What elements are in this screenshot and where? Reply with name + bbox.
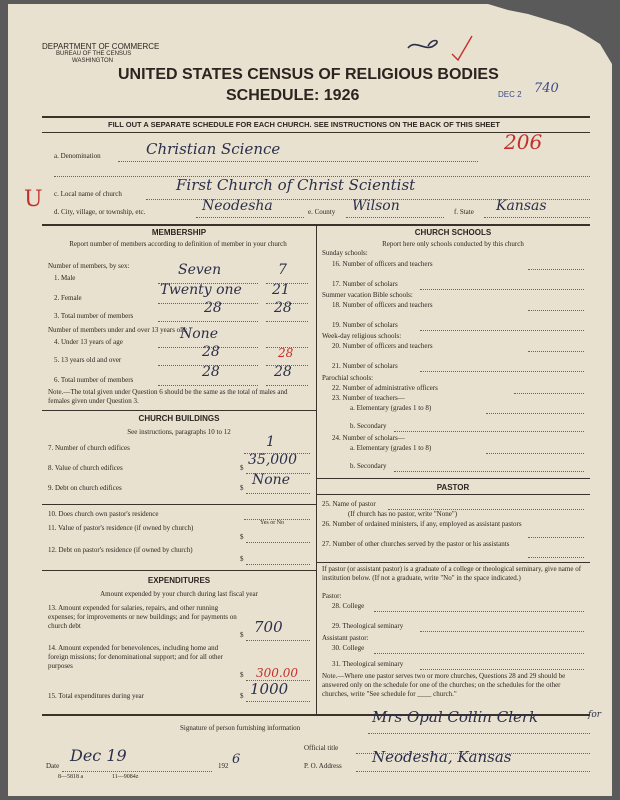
year-value[interactable]: 6: [232, 752, 241, 767]
yes-no-hint: Yes or No: [260, 520, 285, 526]
city-name: WASHINGTON: [72, 58, 114, 64]
form-number-2: 11—9084z: [112, 774, 139, 780]
q15-value[interactable]: 1000: [250, 680, 289, 698]
signature-extra: for: [588, 710, 602, 720]
local-name-value[interactable]: First Church of Christ Scientist: [176, 176, 416, 194]
q5-words[interactable]: 28: [202, 344, 220, 360]
q15-dollar: $: [240, 692, 244, 700]
q20-label: 20. Number of officers and teachers: [332, 342, 433, 350]
q9-dollar: $: [240, 484, 244, 492]
q19-label: 19. Number of scholars: [332, 321, 398, 329]
q29-label: 29. Theological seminary: [332, 622, 404, 630]
q30-label: 30. College: [332, 644, 365, 652]
year-prefix: 192: [218, 762, 229, 770]
expenditures-heading: EXPENDITURES: [147, 576, 211, 585]
state-label: f. State: [454, 208, 474, 216]
q2-number[interactable]: 21: [272, 282, 290, 298]
q23-label: 23. Number of teachers—: [332, 394, 405, 402]
bureau-name: BUREAU OF THE CENSUS: [56, 51, 132, 57]
q27-label: 27. Number of other churches served by the pastor or his assistants: [322, 540, 510, 548]
red-u-mark: U: [24, 187, 43, 212]
q24b-label: b. Secondary: [350, 462, 387, 470]
q8-value[interactable]: 35,000: [248, 452, 297, 468]
buildings-heading: CHURCH BUILDINGS: [138, 414, 220, 423]
q18-label: 18. Number of officers and teachers: [332, 301, 433, 309]
q17-label: 17. Number of scholars: [332, 280, 398, 288]
address-label: P. O. Address: [304, 762, 342, 770]
county-label: e. County: [308, 208, 336, 216]
q14-dollar: $: [240, 671, 244, 679]
q2-words[interactable]: Twenty one: [160, 282, 242, 298]
q14-label: 14. Amount expended for benevolences, including home and foreign missions; for denominational support; and for all other purposes: [48, 644, 223, 670]
q11-dollar: $: [240, 533, 244, 541]
city-value[interactable]: Neodesha: [202, 198, 273, 214]
state-value[interactable]: Kansas: [496, 198, 547, 214]
signature-value[interactable]: Mrs Opal Collin Clerk: [372, 708, 539, 726]
age-split-label: Number of members under and over 13 years old:: [48, 326, 188, 334]
q7-value[interactable]: 1: [266, 434, 275, 450]
q31-label: 31. Theological seminary: [332, 660, 404, 668]
q23a-label: a. Elementary (grades 1 to 8): [350, 404, 432, 412]
q8-dollar: $: [240, 464, 244, 472]
schools-sub: Report here only schools conducted by this church: [382, 240, 524, 248]
q6-label: 6. Total number of members: [54, 376, 134, 384]
received-stamp-date: DEC 2: [498, 90, 522, 99]
q14-value[interactable]: 300.00: [256, 666, 298, 680]
pastor-sub-label: Pastor:: [322, 592, 342, 600]
q22-label: 22. Number of administrative officers: [332, 384, 438, 392]
q25-label: 25. Name of pastor: [322, 500, 376, 508]
q12-label: 12. Debt on pastor's residence (if owned by church): [48, 546, 193, 554]
graduate-note: If pastor (or assistant pastor) is a graduate of a college or theological seminary, give name of institution below. (If not a graduate, write "No" in the space indicated.): [322, 565, 582, 582]
signature-label: Signature of person furnishing information: [180, 724, 301, 732]
q9-value[interactable]: None: [252, 472, 290, 488]
local-name-label: c. Local name of church: [54, 190, 122, 198]
parochial-schools-label: Parochial schools:: [322, 374, 374, 382]
city-label: d. City, village, or township, etc.: [54, 208, 146, 216]
membership-heading: MEMBERSHIP: [151, 228, 207, 237]
q13-dollar: $: [240, 631, 244, 639]
q26-label: 26. Number of ordained ministers, if any, employed as assistant pastors: [322, 520, 522, 528]
denomination-label: a. Denomination: [54, 152, 101, 160]
q24a-label: a. Elementary (grades 1 to 8): [350, 444, 432, 452]
q13-value[interactable]: 700: [254, 618, 283, 636]
q3-number[interactable]: 28: [274, 300, 292, 316]
schools-heading: CHURCH SCHOOLS: [414, 228, 492, 237]
torn-corner: [488, 4, 612, 64]
q7-label: 7. Number of church edifices: [48, 444, 130, 452]
membership-note: Note.—The total given under Question 6 should be the same as the total of males and females given under Question 3.: [48, 388, 288, 405]
q23b-label: b. Secondary: [350, 422, 387, 430]
address-value[interactable]: Neodesha, Kansas: [372, 748, 512, 766]
pastor-heading: PASTOR: [436, 483, 470, 492]
q3-label: 3. Total number of members: [54, 312, 134, 320]
q16-label: 16. Number of officers and teachers: [332, 260, 433, 268]
sunday-schools-label: Sunday schools:: [322, 249, 368, 257]
q3-words[interactable]: 28: [204, 300, 222, 316]
q25-sub: (If church has no pastor, write "None"): [348, 510, 458, 518]
q11-label: 11. Value of pastor's residence (if owned by church): [48, 524, 194, 532]
q12-dollar: $: [240, 555, 244, 563]
q21-label: 21. Number of scholars: [332, 362, 398, 370]
q15-label: 15. Total expenditures during year: [48, 692, 144, 700]
q6-number[interactable]: 28: [274, 364, 292, 380]
weekday-schools-label: Week-day religious schools:: [322, 332, 402, 340]
q9-label: 9. Debt on church edifices: [48, 484, 122, 492]
form-subtitle: SCHEDULE: 1926: [226, 87, 360, 104]
members-by-sex-label: Number of members, by sex:: [48, 262, 130, 270]
form-title: UNITED STATES CENSUS OF RELIGIOUS BODIES: [118, 66, 499, 83]
received-stamp-number: 740: [534, 81, 559, 96]
q4-label: 4. Under 13 years of age: [54, 338, 123, 346]
q5-label: 5. 13 years old and over: [54, 356, 122, 364]
dept-name: DEPARTMENT OF COMMERCE: [42, 42, 160, 51]
date-value[interactable]: Dec 19: [70, 746, 127, 765]
membership-intro: Report number of members according to definition of member in your church: [69, 240, 287, 248]
q24-label: 24. Number of scholars—: [332, 434, 405, 442]
form-number: 8—5818 a: [58, 774, 84, 780]
q5-number-red: 28: [278, 346, 294, 360]
official-title-label: Official title: [304, 744, 339, 752]
buildings-sub: See instructions, paragraphs 10 to 12: [127, 428, 231, 436]
census-schedule-sheet: [8, 4, 612, 796]
q10-label: 10. Does church own pastor's residence: [48, 510, 159, 518]
denomination-value[interactable]: Christian Science: [146, 140, 281, 158]
q1-label: 1. Male: [54, 274, 76, 282]
red-code-number: 206: [504, 130, 543, 154]
q4-words[interactable]: None: [180, 326, 218, 342]
county-value[interactable]: Wilson: [352, 198, 400, 214]
assistant-pastor-label: Assistant pastor:: [322, 634, 369, 642]
q2-label: 2. Female: [54, 294, 82, 302]
q6-words[interactable]: 28: [202, 364, 220, 380]
expenditures-sub: Amount expended by your church during last fiscal year: [100, 590, 258, 598]
q1-number[interactable]: 7: [278, 262, 287, 278]
date-label: Date: [46, 762, 60, 770]
q28-label: 28. College: [332, 602, 365, 610]
pastor-note: Note.—Where one pastor serves two or more churches, Questions 28 and 29 should be answered only on the schedule for one of the churches; on the schedules for the other churches, write "See schedule for ____ church.": [322, 672, 566, 698]
q8-label: 8. Value of church edifices: [48, 464, 123, 472]
instruction-line: FILL OUT A SEPARATE SCHEDULE FOR EACH CHURCH. SEE INSTRUCTIONS ON THE BACK OF THIS SHEET: [108, 120, 500, 129]
q13-label: 13. Amount expended for salaries, repairs, and other running expenses; for improvements or new buildings; and for payments on church debt: [48, 604, 237, 630]
summer-schools-label: Summer vacation Bible schools:: [322, 291, 413, 299]
q1-words[interactable]: Seven: [178, 262, 222, 278]
checkmark-scribble: [402, 32, 482, 62]
